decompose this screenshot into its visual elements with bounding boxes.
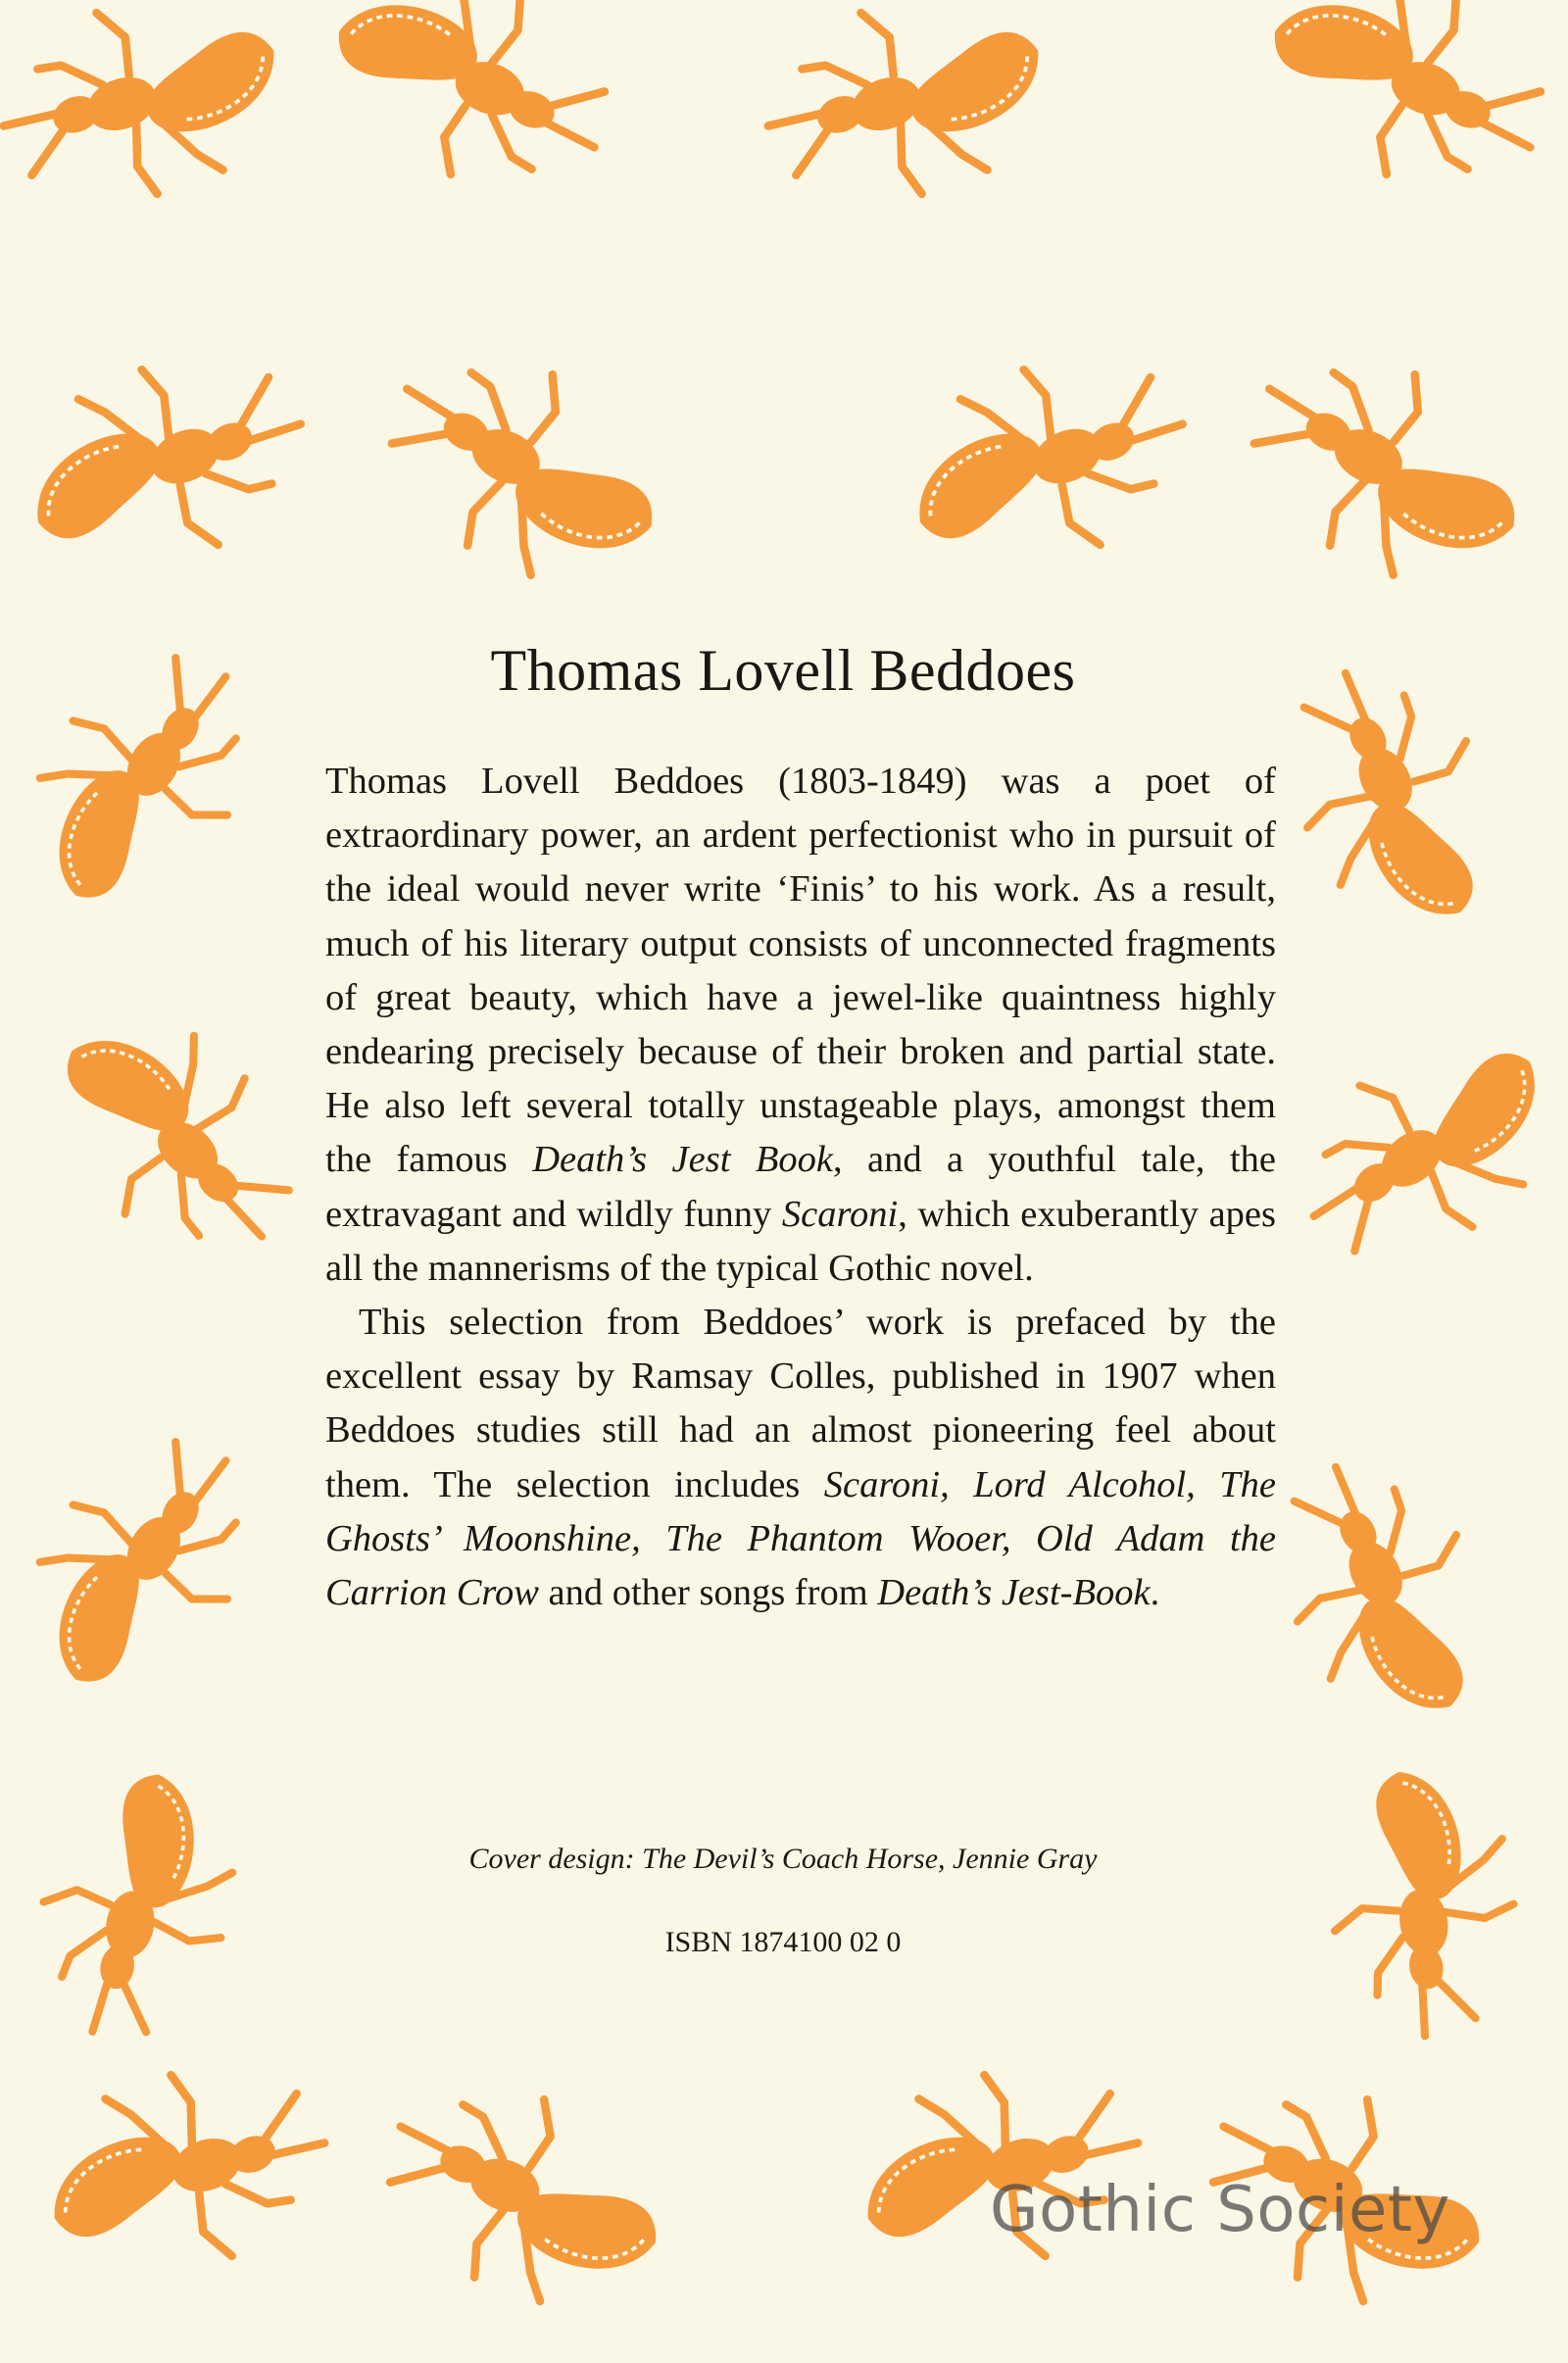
beetle-icon — [1220, 321, 1554, 613]
cover-credit: Cover design: The Devil’s Coach Horse, Jennie Gray — [468, 1843, 1098, 1875]
beetle-icon — [358, 321, 692, 613]
blurb-text — [325, 755, 1276, 1620]
text-run: This selection from Beddoes’ work is prefaced by the excellent essay by Ramsay Colles, published in 1907 when Beddoes studies still had an almost pioneering feel about them. The selection includes — [325, 1302, 1276, 1505]
beetle-icon — [880, 319, 1214, 610]
beetle-icon — [836, 2034, 1163, 2308]
beetle-icon — [0, 621, 287, 941]
beetle-icon — [1241, 1432, 1530, 1751]
beetle-icon — [0, 1405, 287, 1725]
text-run: and other songs from — [538, 1572, 878, 1614]
text-run: , which exuberantly apes all the mannerisms of the typical Gothic novel. — [325, 1193, 1276, 1289]
book-title: Thomas Lovell Beddoes — [490, 638, 1076, 703]
beetle-icon — [14, 982, 332, 1291]
text-run: . — [1150, 1572, 1160, 1614]
text-run: , and a youthful tale, the extravagant and wildly funny — [325, 1139, 1277, 1235]
blurb-paragraph-2 — [325, 1296, 1276, 1620]
italic-title: Death’s Jest-Book — [877, 1572, 1151, 1614]
beetle-icon — [1268, 992, 1568, 1301]
beetle-icon — [307, 0, 634, 218]
beetle-icon — [0, 319, 332, 610]
beetle-icon — [361, 2056, 688, 2331]
beetle-icon — [23, 1758, 247, 2050]
beetle-icon — [1309, 1756, 1534, 2048]
italic-title: Scaroni, Lord Alcohol, The Ghosts’ Moonshine, The Phantom Wooer, Old Adam the Carrion Crow — [325, 1463, 1277, 1614]
beetle-icon — [1250, 638, 1540, 958]
beetle-icon — [1243, 0, 1568, 218]
blurb-panel — [312, 608, 1277, 1999]
beetle-icon — [23, 2034, 350, 2308]
watermark: Gothic Society — [990, 2174, 1450, 2246]
italic-title: Scaroni — [781, 1193, 899, 1235]
text-run: Thomas Lovell Beddoes (1803-1849) was a poet of extraordinary power, an ardent perfectionist who in pursuit of the ideal would never write ‘Finis’ to his work. As a result, much of his literary output consists of unconnected fragments of great beauty, which have a jewel-like quaintness highly endearing precisely because of their broken and partial state. He also left several totally unstageable plays, amongst them the famous — [325, 761, 1276, 1181]
blurb-paragraph-1 — [325, 755, 1276, 1296]
italic-title: Death’s Jest Book — [532, 1139, 833, 1181]
beetle-icon — [743, 0, 1070, 235]
beetle-icon — [0, 0, 306, 235]
isbn: ISBN 1874100 02 0 — [664, 1926, 902, 1958]
